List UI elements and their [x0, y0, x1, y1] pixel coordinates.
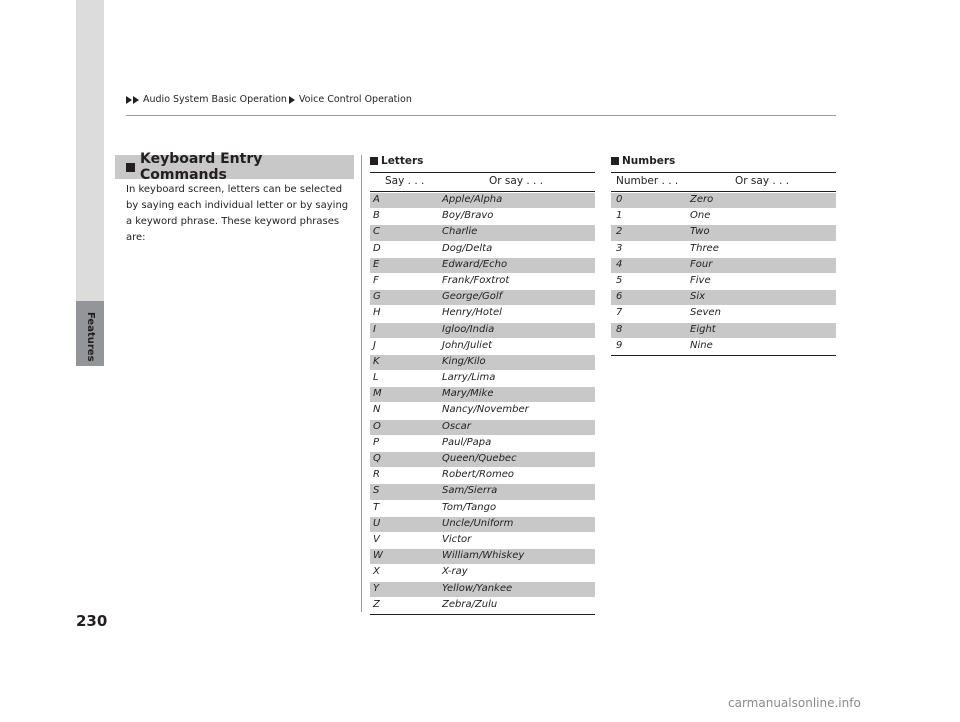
row-say: S	[373, 485, 380, 497]
column-divider	[361, 155, 362, 612]
row-or-say: Nine	[690, 339, 713, 351]
row-or-say: Queen/Quebec	[442, 453, 517, 464]
table-row	[611, 323, 836, 338]
row-or-say: Frank/Foxtrot	[442, 274, 510, 286]
row-say: 2	[616, 226, 623, 238]
row-or-say: Oscar	[442, 420, 471, 432]
row-or-say: Boy/Bravo	[442, 210, 494, 222]
row-say: R	[373, 469, 380, 481]
row-or-say: Zebra/Zulu	[442, 598, 498, 610]
breadcrumb-arrow-icon	[133, 96, 139, 104]
row-or-say: William/Whiskey	[442, 550, 525, 562]
table-row	[370, 517, 595, 532]
row-say: 7	[616, 307, 623, 319]
row-say: 4	[616, 258, 623, 270]
row-or-say: Paul/Papa	[442, 436, 492, 448]
row-say: L	[373, 372, 379, 384]
section-title-text: Keyboard Entry Commands	[140, 151, 263, 183]
table-row	[370, 242, 595, 257]
square-bullet-icon	[611, 157, 619, 165]
row-or-say: Five	[690, 274, 711, 286]
row-or-say: Tom/Tango	[442, 501, 497, 513]
row-say: V	[373, 533, 380, 545]
header-divider	[126, 115, 836, 116]
table-row	[611, 209, 836, 224]
row-say: 3	[616, 242, 623, 254]
row-say: E	[373, 258, 380, 270]
row-say: 5	[616, 274, 623, 286]
table-row	[611, 339, 836, 354]
row-say: U	[373, 517, 381, 529]
row-or-say: Yellow/Yankee	[442, 582, 513, 594]
table-row	[370, 420, 595, 435]
page-number: 230	[76, 612, 108, 630]
row-or-say: Six	[690, 291, 706, 303]
row-say: F	[373, 274, 379, 286]
numbers-rows	[611, 193, 836, 354]
row-say: D	[373, 242, 381, 254]
table-row	[370, 452, 595, 467]
row-or-say: Victor	[442, 533, 472, 545]
section-title	[115, 151, 354, 183]
row-or-say: Apple/Alpha	[442, 194, 503, 205]
row-say: X	[373, 566, 380, 578]
numbers-col-say: Number . . .	[616, 175, 679, 187]
table-row	[370, 209, 595, 224]
row-say: I	[373, 323, 376, 335]
row-say: H	[373, 307, 381, 319]
row-or-say: Sam/Sierra	[442, 485, 498, 497]
table-row	[370, 565, 595, 580]
table-row	[370, 501, 595, 516]
row-say: 6	[616, 291, 623, 303]
table-row	[611, 225, 836, 240]
table-row	[370, 339, 595, 354]
table-row	[611, 242, 836, 257]
row-or-say: Eight	[690, 323, 716, 335]
row-say: 8	[616, 323, 623, 335]
breadcrumb-arrow-icon	[289, 96, 295, 104]
table-row	[370, 533, 595, 548]
row-or-say: Edward/Echo	[442, 258, 508, 270]
numbers-heading	[611, 155, 675, 167]
row-or-say: Two	[690, 226, 710, 238]
letters-table-bottom-rule	[370, 614, 595, 615]
row-say: K	[373, 355, 380, 367]
row-or-say: Zero	[690, 194, 714, 205]
row-say: A	[373, 194, 380, 205]
table-row	[370, 484, 595, 499]
letters-rows	[370, 193, 595, 613]
row-say: C	[373, 226, 380, 238]
row-say: 1	[616, 210, 623, 222]
row-say: T	[373, 501, 380, 513]
breadcrumb-arrow-icon	[126, 96, 132, 104]
table-row	[370, 403, 595, 418]
breadcrumb-item[interactable]: Audio System Basic Operation	[143, 94, 287, 105]
letters-table	[370, 172, 595, 615]
table-row	[370, 549, 595, 564]
numbers-table-bottom-rule	[611, 355, 836, 356]
row-say: Q	[373, 453, 381, 464]
row-say: P	[373, 436, 380, 448]
row-say: W	[373, 550, 383, 562]
row-or-say: X-ray	[442, 566, 468, 578]
row-or-say: Seven	[690, 307, 721, 319]
table-row	[611, 290, 836, 305]
row-or-say: John/Juliet	[442, 339, 493, 351]
row-say: M	[373, 388, 382, 400]
table-row	[370, 355, 595, 370]
table-row	[370, 274, 595, 289]
row-or-say: One	[690, 210, 711, 222]
row-or-say: Uncle/Uniform	[442, 517, 514, 529]
table-row	[370, 468, 595, 483]
row-say: Z	[373, 598, 380, 610]
table-row	[611, 193, 836, 208]
table-row	[370, 436, 595, 451]
row-say: J	[373, 339, 376, 351]
row-or-say: Henry/Hotel	[442, 307, 502, 319]
row-or-say: Larry/Lima	[442, 372, 496, 384]
row-say: 9	[616, 339, 623, 351]
row-or-say: Four	[690, 258, 713, 270]
table-row	[611, 306, 836, 321]
row-or-say: George/Golf	[442, 291, 503, 303]
table-row	[370, 371, 595, 386]
row-or-say: Three	[690, 242, 719, 254]
row-or-say: Mary/Mike	[442, 388, 494, 400]
table-row	[370, 306, 595, 321]
numbers-table-header	[611, 172, 836, 192]
row-say: O	[373, 420, 381, 432]
row-say: G	[373, 291, 381, 303]
row-or-say: Charlie	[442, 226, 478, 238]
breadcrumb	[126, 94, 414, 105]
row-or-say: Igloo/India	[442, 323, 495, 335]
numbers-col-or-say: Or say . . .	[735, 175, 790, 187]
table-row	[611, 258, 836, 273]
letters-heading-text: Letters	[381, 155, 424, 167]
letters-table-header	[370, 172, 595, 192]
row-or-say: Nancy/November	[442, 404, 529, 416]
row-say: B	[373, 210, 380, 222]
side-tab-inactive	[76, 0, 104, 301]
table-row	[370, 258, 595, 273]
square-bullet-icon	[126, 163, 135, 172]
table-row	[370, 290, 595, 305]
table-row	[370, 387, 595, 402]
letters-heading	[370, 155, 423, 167]
intro-paragraph: In keyboard screen, letters can be selected by saying each individual letter or by saying a keyword phrase. These keyword phrases are:	[126, 184, 349, 243]
breadcrumb-item[interactable]: Voice Control Operation	[298, 94, 412, 105]
row-say: 0	[616, 194, 623, 205]
table-row	[370, 582, 595, 597]
row-or-say: Dog/Delta	[442, 242, 493, 254]
table-row	[611, 274, 836, 289]
square-bullet-icon	[370, 157, 378, 165]
letters-col-say: Say . . .	[385, 175, 425, 187]
table-row	[370, 598, 595, 613]
footer-watermark[interactable]: carmanualsonline.info	[728, 696, 861, 710]
row-or-say: Robert/Romeo	[442, 469, 515, 481]
letters-col-or-say: Or say . . .	[489, 175, 544, 187]
numbers-table	[611, 172, 836, 356]
table-row	[370, 323, 595, 338]
row-say: Y	[373, 582, 380, 594]
row-say: N	[373, 404, 381, 416]
row-or-say: King/Kilo	[442, 355, 486, 367]
table-row	[370, 193, 595, 208]
numbers-heading-text: Numbers	[622, 155, 676, 167]
table-row	[370, 225, 595, 240]
